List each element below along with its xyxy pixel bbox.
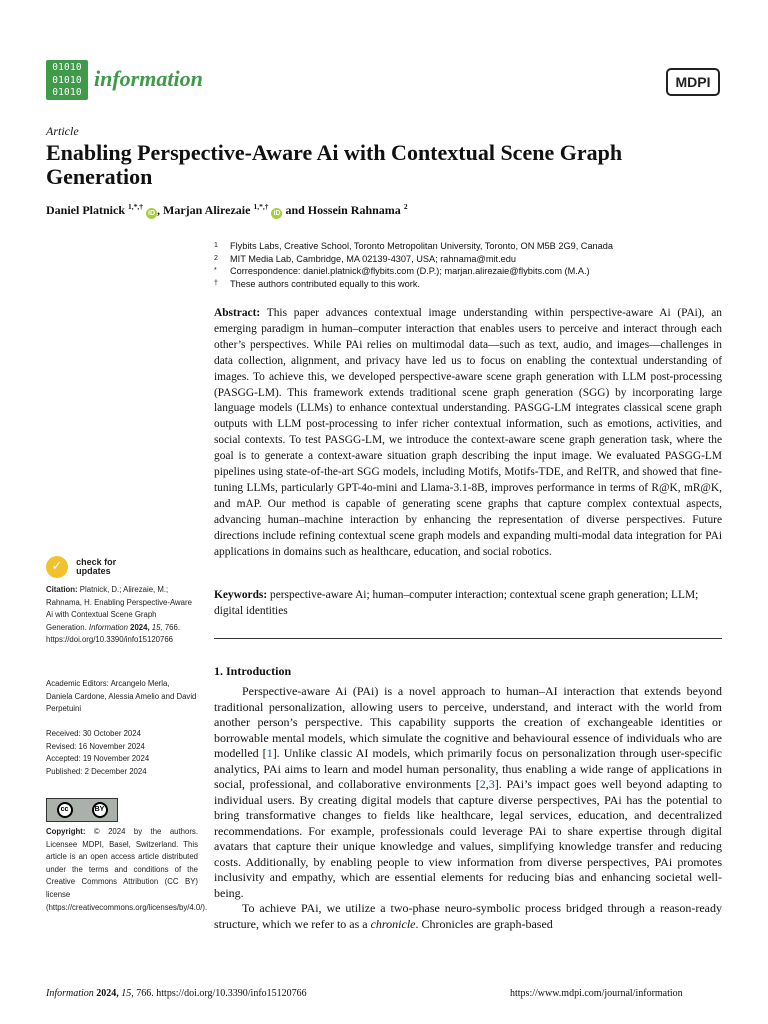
citation-journal: Information bbox=[88, 622, 128, 632]
section-divider bbox=[214, 638, 722, 639]
copyright-label: Copyright: bbox=[46, 827, 86, 836]
affiliation-mark: † bbox=[214, 280, 218, 288]
keywords-text: perspective-aware Ai; human–computer interaction; contextual scene graph generation; LLM; digital identities bbox=[214, 589, 699, 617]
keywords bbox=[214, 588, 722, 620]
published-date: Published: 2 December 2024 bbox=[46, 766, 147, 776]
footer-journal: Information bbox=[46, 988, 94, 999]
citation-volume: 15, bbox=[151, 622, 163, 632]
affiliation-mark: * bbox=[214, 267, 217, 275]
accepted-date: Accepted: 19 November 2024 bbox=[46, 754, 150, 764]
academic-editors: Academic Editors: Arcangelo Merla, Daniela Cardone, Alessia Amelio and David Perpetuini bbox=[46, 679, 197, 714]
citation-block bbox=[46, 584, 198, 647]
citation-link[interactable]: 3 bbox=[488, 777, 495, 791]
by-icon: BY bbox=[92, 802, 108, 818]
copyright-notice bbox=[46, 826, 208, 914]
affiliation-text: Correspondence: daniel.platnick@flybits.com (D.P.); marjan.alirezaie@flybits.com (M.A.) bbox=[230, 266, 590, 277]
affiliations bbox=[214, 240, 724, 291]
affiliation-text: Flybits Labs, Creative School, Toronto Metropolitan University, Toronto, ON M5B 2G9, Canada bbox=[230, 241, 613, 251]
journal-name: information bbox=[94, 66, 203, 91]
cc-icon: cc bbox=[57, 802, 73, 818]
paragraph-text: . Chronicles are graph-based bbox=[415, 916, 553, 931]
check-for-updates-label bbox=[76, 558, 116, 577]
footer-journal-url[interactable]: https://www.mdpi.com/journal/information bbox=[510, 988, 683, 999]
citation-text: Platnick, D.; Alirezaie, M.; Rahnama, H. Enabling Perspective-Aware Ai with Contextual Scene Graph Generation. bbox=[46, 585, 192, 632]
abstract-text: This paper advances contextual image understanding within perspective-aware Ai (PAi), an emerging paradigm in human–computer interaction that enables users to perceive and interact through each other’s perspectives. While PAi relies on multimodal data—such as text, audio, and images—challenges in data collection, alignment, and privacy have led us to focus on enabling the contextual understanding of images. To achieve this, we developed perspective-aware scene graph generation with LLM post-processing (PASGG-LM). This framework extends traditional scene graph generation (SGG) by incorporating large language models (LLMs) to enhance contextual understanding. PASGG-LM integrates classical scene graph outputs with LLM post-processing to infer richer contextual information, such as emotions, activities, and social contexts. To test PASGG-LM, we introduce the context-aware scene graph generation task, where the goal is to generate a context-aware situation graph describing the input image. We evaluated PASGG-LM pipelines using state-of-the-art SGG models, including Motifs, Motifs-TDE, and RelTR, and showed that fine-tuning LLMs, particularly GPT-4o-mini and Llama-3.1-8B, improves performance in terms of R@K, mR@K, and mAP. Our method is capable of generating scene graphs that capture complex contextual aspects, advancing human–machine interaction by enhancing the representation of diverse perspectives. Future directions include refining contextual scene graph models and expanding multi-modal data integration for PAi applications in domains such as healthcare, education, and social robotics. bbox=[214, 307, 722, 558]
affiliation-row bbox=[214, 265, 724, 278]
copyright-text: © 2024 by the authors. Licensee MDPI, Basel, Switzerland. This article is an open access article distributed under the terms and conditions of the Creative Commons Attribution (CC BY) license (https://creativecommons.org/licenses/by/4.0/). bbox=[46, 827, 208, 912]
author-list: Daniel Platnick $^{1,*,\dagger}$ iD , Marjan Alirezaie $^{1,*,\dagger}$ iD and Hossein Rahnama $^2$ bbox=[46, 202, 408, 217]
citation-article-number: 766. bbox=[164, 622, 180, 632]
citation-link[interactable]: 1 bbox=[266, 746, 273, 760]
affiliation-row bbox=[214, 253, 724, 266]
paragraph-text: ]. Unlike classic AI models, which primarily focus on personalization through user-specific analytics, PAi aims to learn and model human personality, thus enabling a wide range of applications in social, professional, and collaborative environments [ bbox=[214, 746, 722, 791]
citation-doi-link[interactable]: https://doi.org/10.3390/info15120766 bbox=[46, 635, 174, 645]
dates-block bbox=[46, 728, 198, 778]
author-name[interactable]: Marjan Alirezaie bbox=[163, 203, 251, 217]
affiliation-text: MIT Media Lab, Cambridge, MA 02139-4307, USA; rahnama@mit.edu bbox=[230, 253, 516, 264]
author-name[interactable]: Daniel Platnick bbox=[46, 203, 126, 217]
publisher-logo: MDPI bbox=[666, 68, 720, 96]
citation-year: 2024, bbox=[130, 622, 150, 632]
received-date: Received: 30 October 2024 bbox=[46, 729, 141, 738]
footer-citation bbox=[46, 988, 307, 999]
check-for-updates-button[interactable] bbox=[46, 556, 116, 578]
check-line: check for bbox=[76, 556, 117, 567]
logo-line: 01010 bbox=[52, 87, 82, 98]
orcid-icon[interactable]: iD bbox=[148, 210, 156, 217]
abstract-label: Abstract: bbox=[214, 307, 261, 319]
cc-by-license-badge[interactable] bbox=[46, 798, 118, 822]
author-affil-mark: 2 bbox=[403, 202, 408, 211]
author-affil-mark: 1,*,† bbox=[253, 202, 269, 211]
footer-volume: 15, bbox=[121, 988, 134, 999]
citation-label: Citation: bbox=[46, 585, 78, 594]
citation-separator: , bbox=[485, 777, 489, 791]
emphasis: chronicle bbox=[370, 916, 416, 931]
paragraph bbox=[214, 901, 722, 932]
paragraph-text: Perspective-aware Ai (PAi) is a novel approach to human–AI interaction that extends beyond traditional personalization, allowing users to perceive, understand, and interact with the world from another person’s perspective. This capability supports the creation of exchangeable identities or borrowable mental models, which simulate the cognitive and behavioural essence of individuals who are modelled [ bbox=[214, 684, 722, 760]
paper-title: Enabling Perspective-Aware Ai with Contextual Scene Graph Generation bbox=[46, 140, 623, 189]
citation-link[interactable]: 2 bbox=[479, 777, 486, 791]
section-heading: 1. Introduction bbox=[214, 664, 292, 678]
orcid-icon[interactable]: iD bbox=[273, 210, 281, 217]
introduction-body bbox=[214, 684, 722, 932]
revised-date: Revised: 16 November 2024 bbox=[46, 741, 145, 751]
footer-year: 2024, bbox=[96, 988, 119, 999]
abstract bbox=[214, 306, 722, 561]
author-affil-mark: 1,*,† bbox=[128, 202, 144, 211]
paragraph-text: To achieve PAi, we utilize a two-phase neuro-symbolic process bridged through a reason-ready structure, which we refer to as a bbox=[214, 901, 722, 931]
check-line: updates bbox=[76, 566, 111, 576]
logo-line: 01010 bbox=[52, 62, 82, 73]
check-icon: ✓ bbox=[46, 556, 68, 578]
affiliation-text: These authors contributed equally to this work. bbox=[230, 279, 420, 290]
journal-logo-icon bbox=[46, 60, 88, 100]
keywords-label: Keywords: bbox=[214, 589, 268, 601]
affiliation-mark: 2 bbox=[214, 254, 218, 262]
paragraph bbox=[214, 684, 722, 901]
affiliation-row bbox=[214, 240, 724, 253]
author-name[interactable]: and Hossein Rahnama bbox=[285, 203, 401, 217]
logo-line: 01010 bbox=[52, 74, 82, 86]
affiliation-mark: 1 bbox=[214, 242, 218, 249]
paragraph-text: ]. PAi’s impact goes well beyond adapting to individual users. By creating digital models that capture diverse perspectives, PAi has the potential to bring transformative changes to fields like healthcare, legal services, education, and decentralized recommendations. For example, professionals could leverage PAi to share expertise through digital avatars that capture their unique knowledge and values, simplifying knowledge transfer and reducing costs. Additionally, by enabling people to view information from diverse perspectives, PAi promotes inclusivity and empathy, which are essential elements for reducing bias and enhancing societal well-being. bbox=[214, 777, 722, 900]
article-type: Article bbox=[46, 124, 79, 138]
affiliation-row bbox=[214, 278, 724, 291]
footer-doi[interactable]: 766. https://doi.org/10.3390/info15120766 bbox=[136, 988, 307, 999]
